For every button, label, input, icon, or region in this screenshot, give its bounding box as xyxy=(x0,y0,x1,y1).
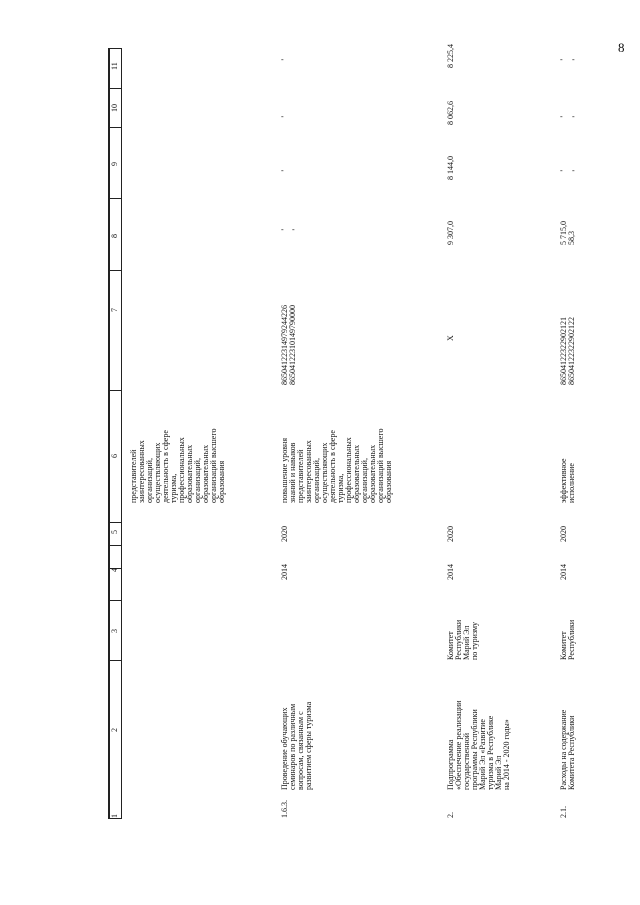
row-1-2015-dash: - xyxy=(281,112,284,121)
row-3-2016-dash: - xyxy=(560,55,563,64)
row-2-start: 2014 xyxy=(446,564,455,580)
row-2-end: 2020 xyxy=(446,526,455,542)
col-sep xyxy=(108,88,122,89)
row-2-2015: 8 062,6 xyxy=(446,101,455,125)
col-header-6: 6 xyxy=(110,454,119,458)
row-3-code: 86504122322902121 86504122322902122 xyxy=(559,317,576,385)
col-header-1: 1 xyxy=(110,814,119,818)
row-1-name: Проведение обучающих семинаров по различным вопросам, связанным с развитием сферы туризма xyxy=(280,701,313,790)
row-3-2014-dash: - xyxy=(560,166,563,175)
col-header-9: 9 xyxy=(110,162,119,166)
row-3-2016-dash-2: - xyxy=(572,55,575,64)
row-1-total-dash: - xyxy=(281,225,284,234)
col-sep xyxy=(108,198,122,199)
row-1-start: 2014 xyxy=(280,564,289,580)
col-header-5: 5 xyxy=(110,530,119,534)
row-1-2014-dash: - xyxy=(281,166,284,175)
row-1-total-dash-2: - xyxy=(292,225,295,234)
row-2-total: 9 307,0 xyxy=(446,221,455,245)
row-3-end: 2020 xyxy=(559,526,568,542)
row-3-total: 5 715,0 58,3 xyxy=(559,221,576,245)
row-3-2014-dash-2: - xyxy=(572,166,575,175)
col-sep xyxy=(108,545,122,546)
row-3-executor: Комитет Республики xyxy=(559,619,576,660)
col-sep xyxy=(108,522,122,523)
col-sep xyxy=(108,818,122,819)
row-1-end: 2020 xyxy=(280,526,289,542)
col-header-11: 11 xyxy=(110,62,119,70)
row-2-2016: 8 225,4 xyxy=(446,44,455,68)
col-sep xyxy=(108,600,122,601)
col-header-2: 2 xyxy=(110,728,119,732)
row-3-2015-dash: - xyxy=(560,112,563,121)
col-sep xyxy=(108,390,122,391)
col-header-4: 4 xyxy=(110,568,119,572)
continuation-result-text: представителей заинтересованных организаций, осуществляющих деятельность в сфере туризма, профессиональных образовательных организаций, образовательных организаций высшего образования xyxy=(129,428,226,503)
row-1-result: повышение уровня знаний и навыков представителей заинтересованных организаций, осуществляющих деятельность в сфере туризма, профессиональных образовательных организаций, образовательных организаций высшего образования xyxy=(280,428,393,503)
row-1-2016-dash: - xyxy=(281,55,284,64)
row-2-executor: Комитет Республики Марий Эл по туризму xyxy=(446,619,479,660)
col-header-8: 8 xyxy=(110,234,119,238)
col-sep xyxy=(108,48,122,49)
row-2-2014: 8 144,0 xyxy=(446,156,455,180)
col-header-7: 7 xyxy=(110,308,119,312)
row-2-code: Х xyxy=(446,335,455,341)
row-2-number: 2. xyxy=(446,812,455,818)
col-sep xyxy=(108,660,122,661)
row-3-start: 2014 xyxy=(559,564,568,580)
row-3-number: 2.1. xyxy=(559,806,568,818)
col-sep xyxy=(108,127,122,128)
col-header-3: 3 xyxy=(110,629,119,633)
row-3-result: эффективное исполнение xyxy=(559,458,576,503)
row-3-2015-dash-2: - xyxy=(572,112,575,121)
row-1-number: 1.6.3. xyxy=(280,800,289,818)
page-number: 8 xyxy=(618,40,625,55)
col-sep xyxy=(108,270,122,271)
row-1-code: 86504122314979244226 86504122310149790000 xyxy=(280,305,297,385)
row-2-name: Подпрограмма «Обеспечение реализации государственной программы Республики Марий Эл «Развитие туризма в Республике Марий Эл на 2014 - 2020 годы» xyxy=(446,700,511,790)
row-3-name: Расходы на содержание Комитета Республики xyxy=(559,709,576,790)
col-header-10: 10 xyxy=(110,104,119,112)
table-header-divider xyxy=(121,48,122,818)
